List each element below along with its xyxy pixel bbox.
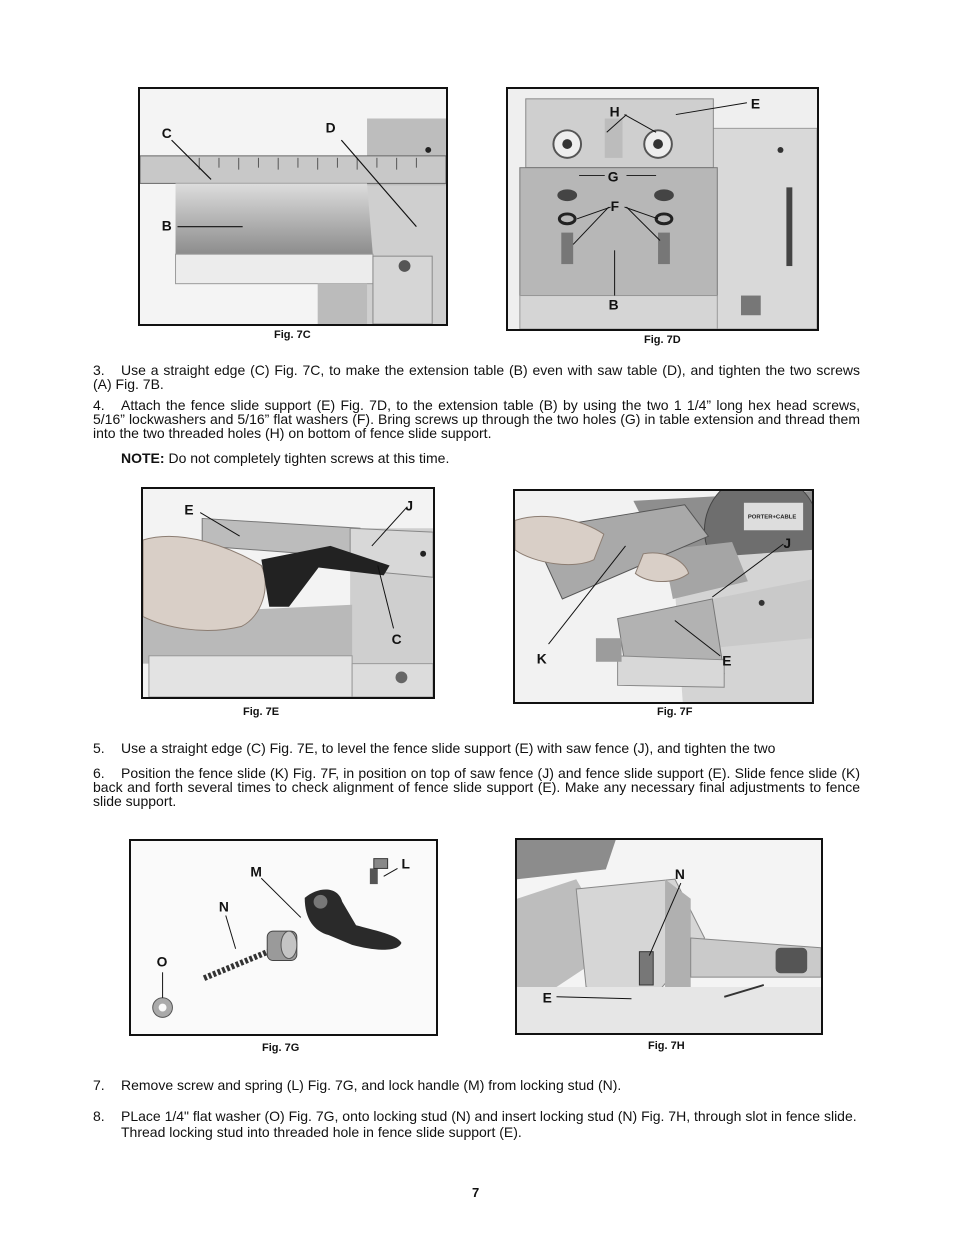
step-5-number: 5.	[93, 740, 105, 756]
figure-7c	[138, 87, 448, 326]
step-7-number: 7.	[93, 1077, 105, 1093]
step-5-text: Use a straight edge (C) Fig. 7E, to level the fence slide support (E) with saw fence (J), and tighten the two	[121, 740, 776, 756]
step-7-text: Remove screw and spring (L) Fig. 7G, and lock handle (M) from locking stud (N).	[121, 1077, 622, 1093]
fig7f-caption: Fig. 7F	[657, 706, 693, 718]
fig7e-label-e: E	[184, 502, 194, 518]
fig7f-label-k: K	[536, 651, 547, 667]
fig7g-label-l: L	[401, 856, 410, 872]
step-7	[93, 1077, 860, 1093]
fig7e-caption: Fig. 7E	[243, 706, 280, 718]
step-6-text: Position the fence slide (K) Fig. 7F, in position on top of saw fence (J) and fence slide support (E). Slide fence slide (K) back and forth several times to check alignment of fence slide support (E). Make any necessary final adjustments to fence slide support.	[93, 765, 860, 809]
step-8-text: PLace 1/4" flat washer (O) Fig. 7G, onto locking stud (N) and insert locking stud (N) Fig. 7H, through slot in fence slide. Thread locking stud into threaded hole in fence slide support (E).	[121, 1108, 857, 1140]
fig7c-label-c: C	[161, 126, 172, 142]
fig7h-label-e: E	[542, 990, 552, 1006]
step-5	[93, 741, 860, 755]
fig7d-caption: Fig. 7D	[644, 334, 681, 346]
page-number: 7	[472, 1185, 480, 1200]
step-4-number: 4.	[93, 397, 105, 413]
note-label: NOTE:	[121, 450, 165, 466]
fig7g-label-n: N	[218, 899, 229, 915]
fig7c-caption: Fig. 7C	[274, 329, 311, 341]
step-3-text: Use a straight edge (C) Fig. 7C, to make the extension table (B) even with saw table (D), and tighten the two screws (A) Fig. 7B.	[93, 362, 860, 392]
figure-7e-illustration	[143, 489, 433, 697]
fig7h-label-n: N	[674, 867, 685, 883]
fig7c-label-d: D	[325, 120, 336, 136]
fig7f-brand: PORTER+CABLE	[747, 514, 797, 521]
fig7g-label-o: O	[156, 954, 168, 970]
figure-7d	[506, 87, 819, 331]
fig7g-label-m: M	[250, 864, 262, 880]
fig7d-label-b: B	[608, 297, 619, 313]
fig7d-label-g: G	[607, 169, 619, 185]
figure-7e	[141, 487, 435, 699]
figure-7f-illustration	[515, 491, 812, 702]
fig7d-label-h: H	[609, 104, 620, 120]
fig7d-label-e: E	[750, 96, 761, 112]
fig7f-label-j: J	[783, 535, 792, 551]
figure-7h	[515, 838, 823, 1035]
figure-7d-illustration	[508, 89, 817, 329]
fig7g-caption: Fig. 7G	[262, 1042, 300, 1054]
fig7h-caption: Fig. 7H	[648, 1040, 685, 1052]
fig7d-label-f: F	[610, 198, 620, 214]
fig7f-label-e: E	[722, 653, 732, 669]
fig7c-label-b: B	[161, 218, 172, 234]
step-3	[93, 363, 860, 391]
step-4-text: Attach the fence slide support (E) Fig. 7D, to the extension table (B) by using the two 1 1/4” long hex head screws, 5/16” lockwashers and 5/16” flat washers (F). Bring screws up through the two holes (G) in table extension and thread them into the two threaded holes (H) on bottom of fence slide support.	[93, 397, 860, 441]
step-6-number: 6.	[93, 765, 105, 781]
step-8	[93, 1108, 860, 1140]
figure-7h-illustration	[517, 840, 821, 1033]
step-3-number: 3.	[93, 362, 105, 378]
note-text: Do not completely tighten screws at this time.	[164, 450, 450, 466]
fig7e-label-j: J	[405, 498, 414, 514]
step-8-number: 8.	[93, 1108, 105, 1124]
figure-7c-illustration	[140, 89, 446, 324]
fig7e-label-c: C	[391, 632, 402, 648]
figure-7g	[129, 839, 438, 1036]
note	[121, 450, 449, 466]
figure-7g-illustration	[131, 841, 436, 1034]
figure-7f	[513, 489, 814, 704]
step-6	[93, 766, 860, 808]
step-4	[93, 398, 860, 440]
